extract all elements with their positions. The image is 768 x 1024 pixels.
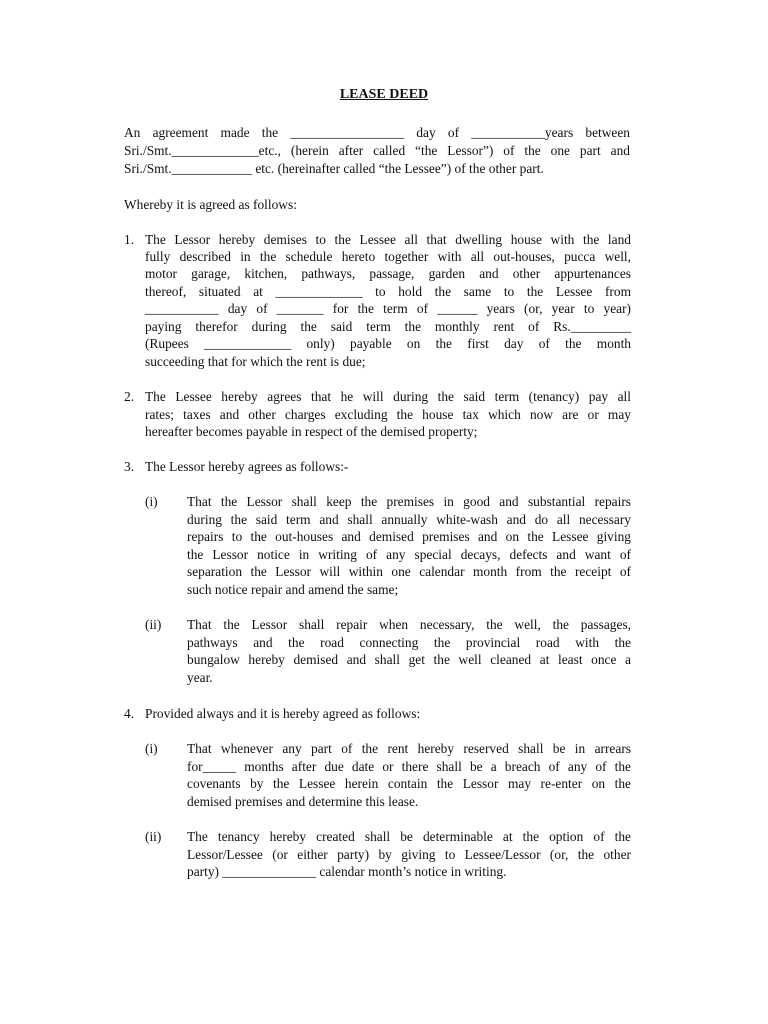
subclause-line: That the Lessor shall repair when necessary, the well, the passages, (187, 617, 631, 632)
subclause-line: year. (187, 670, 213, 685)
clause-line: Provided always and it is hereby agreed as follows: (145, 706, 421, 721)
clause-number: 1. (124, 232, 135, 247)
clause-line: rates; taxes and other charges excluding the house tax which now are or may (145, 407, 631, 422)
clause-number: 3. (124, 459, 135, 474)
subclause-line: pathways and the road connecting the provincial road with the (187, 635, 631, 650)
subclause-line: bungalow hereby demised and shall get the well cleaned at least once a (187, 652, 631, 667)
whereby-line: Whereby it is agreed as follows: (124, 197, 297, 212)
clause-line: The Lessor hereby demises to the Lessee all that dwelling house with the land (145, 232, 631, 247)
subclause-line: Lessor/Lessee (or either party) by giving to Lessee/Lessor (or, the other (187, 847, 631, 862)
clause-line: succeeding that for which the rent is due; (145, 354, 366, 369)
subclause-line: such notice repair and amend the same; (187, 582, 399, 597)
subclause-line: repairs to the out-houses and demised premises and on the Lessee giving (187, 529, 631, 544)
clause-line: The Lessor hereby agrees as follows:- (145, 459, 349, 474)
clause-line: fully described in the schedule hereto together with all out-houses, pucca well, (145, 249, 631, 264)
clause-line: ___________ day of _______ for the term of ______ years (or, year to year) (145, 301, 631, 316)
intro-line: Sri./Smt._____________etc., (herein after called “the Lessor”) of the one part and (124, 143, 630, 158)
clause-number: 4. (124, 706, 135, 721)
subclause-line: covenants by the Lessee herein contain the Lessor may re-enter on the (187, 776, 631, 791)
subclause-line: separation the Lessor will within one calendar month from the receipt of (187, 564, 631, 579)
subclause-line: The tenancy hereby created shall be determinable at the option of the (187, 829, 631, 844)
subclause-line: the Lessor notice in writing of any special decays, defects and want of (187, 547, 631, 562)
clause-line: The Lessee hereby agrees that he will during the said term (tenancy) pay all (145, 389, 631, 404)
subclause-number: (i) (145, 741, 158, 756)
subclause-number: (ii) (145, 829, 162, 844)
subclause-line: demised premises and determine this lease. (187, 794, 419, 809)
clause-line: paying therefor during the said term the monthly rent of Rs._________ (145, 319, 631, 334)
subclause-line: during the said term and shall annually white-wash and do all necessary (187, 512, 631, 527)
subclause-line: for_____ months after due date or there shall be a breach of any of the (187, 759, 631, 774)
subclause-line: That the Lessor shall keep the premises in good and substantial repairs (187, 494, 631, 509)
subclause-number: (i) (145, 494, 158, 509)
document-title: LEASE DEED (339, 87, 429, 102)
clause-line: hereafter becomes payable in respect of the demised property; (145, 424, 478, 439)
clause-line: motor garage, kitchen, pathways, passage, garden and other appurtenances (145, 266, 631, 281)
subclause-line: party) ______________ calendar month’s notice in writing. (187, 864, 507, 879)
subclause-number: (ii) (145, 617, 162, 632)
intro-line: An agreement made the _________________ day of ___________years between (124, 125, 630, 140)
subclause-line: That whenever any part of the rent hereby reserved shall be in arrears (187, 741, 631, 756)
clause-line: thereof, situated at _____________ to hold the same to the Lessee from (145, 284, 631, 299)
clause-number: 2. (124, 389, 135, 404)
clause-line: (Rupees _____________ only) payable on the first day of the month (145, 336, 631, 351)
intro-line: Sri./Smt.____________ etc. (hereinafter called “the Lessee”) of the other part. (124, 161, 544, 176)
